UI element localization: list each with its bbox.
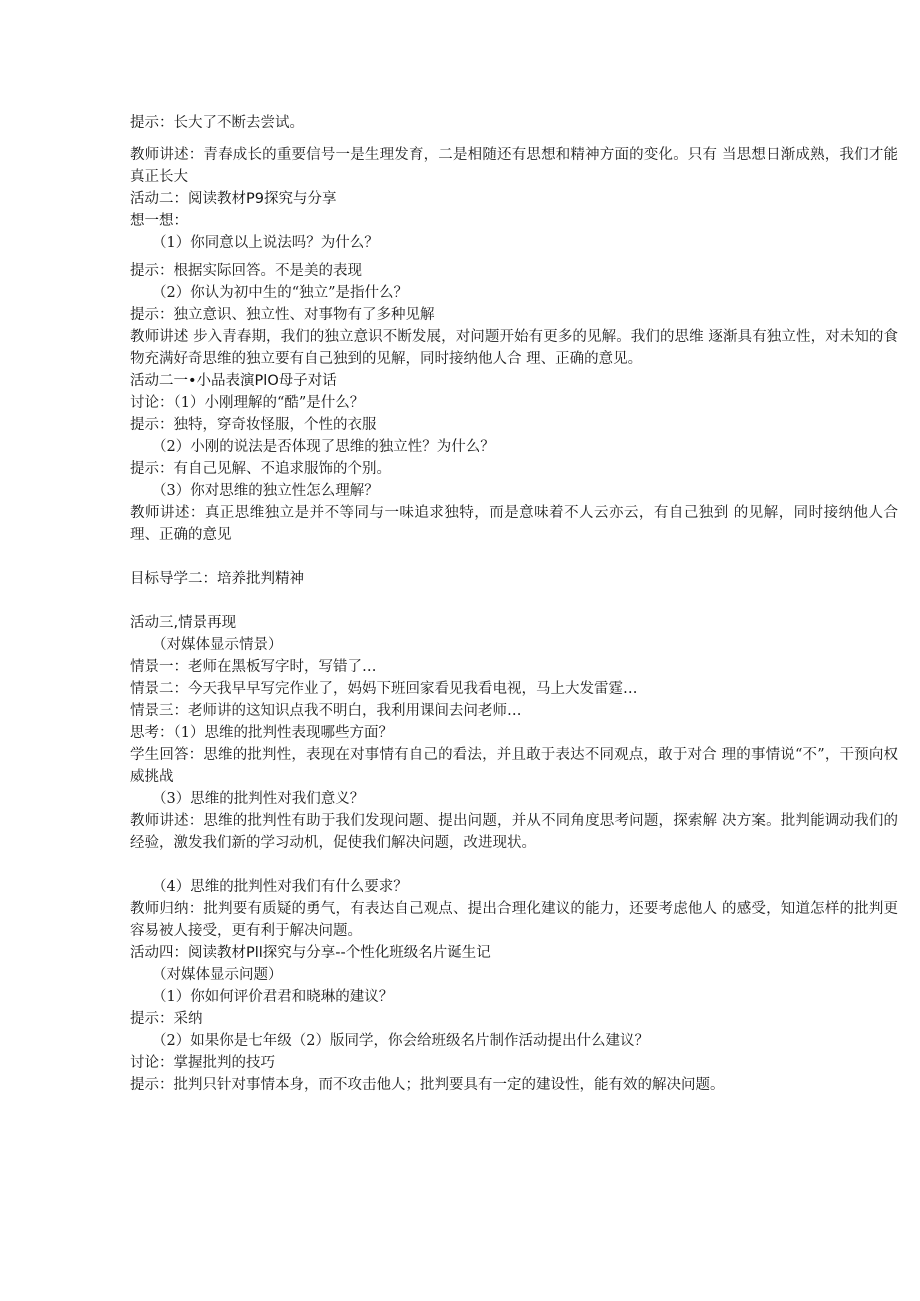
- teacher-lecture-paragraph: [130, 144, 898, 188]
- discussion-paragraph: [130, 392, 898, 414]
- discussion-label: 讨论：: [130, 1055, 174, 1071]
- lecture-text: 讲述：真正思维独立是并不等同与一味追求独特，而是意味着不人云亦云，有自己独到 的见解，同时接纳他人合理、正确的意见: [130, 505, 898, 543]
- question-3: （3）你对思维的独立性怎么理解？: [152, 483, 379, 499]
- teacher-label: 教师: [130, 901, 160, 917]
- question-2: （2）你认为初中生的“独立”是指什么？: [152, 285, 409, 301]
- hint-label: 提示：: [130, 461, 174, 477]
- lecture-text: 讲述：思维的批判性有助于我们发现问题、提出问题，并从不同角度思考问题，探索解 决方案。批判能调动我们的经验，激发我们新的学习动机，促使我们解决问题，改进现状。: [130, 813, 899, 851]
- question-4: （4）思维的批判性对我们有什么要求？: [152, 879, 408, 895]
- hint-text: 独特，穿奇妆怪服，个性的衣服: [173, 417, 377, 433]
- teacher-label: 教师: [130, 505, 160, 521]
- hint-paragraph: [130, 458, 898, 480]
- activity-three-heading: 活动三,情景再现: [130, 615, 237, 631]
- scenario-3: 情景三：老师讲的这知识点我不明白，我利用课间去问老师…: [130, 703, 522, 719]
- hint-paragraph: [130, 1008, 898, 1030]
- activity-four-heading: 活动四：阅读教材Pll探究与分享--个性化班级名片诞生记: [130, 945, 491, 961]
- hint-text: 采纳: [173, 1011, 203, 1027]
- scenario-2: 情景二：今天我早早写完作业了，妈妈下班回家看见我看电视，马上大发雷霆…: [130, 681, 638, 697]
- hint-paragraph: [130, 112, 898, 134]
- media-note: （对媒体显示情景）: [152, 637, 283, 653]
- think-paragraph: [130, 722, 898, 744]
- think-heading: 想一想：: [130, 213, 188, 229]
- discussion-text: 掌握批判的技巧: [173, 1055, 275, 1071]
- goal-two-heading: 目标导学二：培养批判精神: [130, 571, 304, 587]
- question-1: （1）你同意以上说法吗？为什么？: [152, 235, 379, 251]
- discussion-paragraph: [130, 1052, 898, 1074]
- question-3: （3）思维的批判性对我们意义？: [152, 791, 365, 807]
- question-2: （2）如果你是七年级（2）版同学，你会给班级名片制作活动提出什么建议？: [152, 1033, 649, 1049]
- teacher-summary-paragraph: [130, 898, 898, 942]
- discussion-label: 讨论：: [130, 395, 174, 411]
- hint-label: 提示：: [130, 263, 174, 279]
- teacher-label: 教师: [130, 813, 160, 829]
- hint-label: 提示：: [130, 1011, 174, 1027]
- hint-text: 批判只针对事情本身，而不攻击他人；批判要具有一定的建设性，能有效的解决问题。: [173, 1077, 725, 1093]
- teacher-label: 教师讲述: [130, 329, 189, 345]
- teacher-label: 教师: [130, 147, 160, 163]
- think-label: 思考：: [130, 725, 174, 741]
- activity-two-heading: 活动二：阅读教材P9探究与分享: [130, 191, 337, 207]
- teacher-lecture-paragraph: [130, 810, 898, 854]
- hint-text: 根据实际回答。不是美的表现: [173, 263, 362, 279]
- question-2: （2）小刚的说法是否体现了思维的独立性？为什么？: [152, 439, 495, 455]
- student-answer-paragraph: [130, 744, 898, 788]
- hint-paragraph: [130, 304, 898, 326]
- lecture-text: 步入青春期，我们的独立意识不断发展，对问题开始有更多的见解。我们的思维 逐渐具有独立性，对未知的食物充满好奇思维的独立要有自己独到的见解，同时接纳他人合 理、正确的意见。: [130, 329, 899, 367]
- hint-text: 长大了不断去尝试。: [173, 115, 304, 131]
- teacher-lecture-paragraph: [130, 326, 898, 370]
- hint-label: 提示：: [130, 115, 174, 131]
- hint-text: 有自己见解、不追求服饰的个别。: [173, 461, 391, 477]
- student-answer-text: 思维的批判性，表现在对事情有自己的看法，并且敢于表达不同观点，敢于对合 理的事情说“不”，干预向权威挑战: [130, 747, 898, 785]
- scenario-1: 情景一：老师在黑板写字时，写错了…: [130, 659, 377, 675]
- hint-paragraph: [130, 414, 898, 436]
- lecture-text: 讲述：青春成长的重要信号一是生理发育，二是相随还有思想和精神方面的变化。只有 当思想日渐成熟，我们才能真正长大: [130, 147, 899, 185]
- student-answer-label: 学生回答：: [130, 747, 204, 763]
- hint-label: 提示：: [130, 1077, 174, 1093]
- discussion-text: （1）小刚理解的“酷”是什么？: [173, 395, 365, 411]
- summary-text: 归纳：批判要有质疑的勇气，有表达自己观点、提出合理化建议的能力，还要考虑他人 的感受，知道怎样的批判更容易被人接受，更有利于解决问题。: [130, 901, 899, 939]
- question-1: （1）你如何评价君君和晓琳的建议？: [152, 989, 394, 1005]
- hint-label: 提示：: [130, 417, 174, 433]
- activity-skit-heading: 活动二一•小品表演PlO母子对话: [130, 373, 337, 389]
- hint-text: 独立意识、独立性、对事物有了多种见解: [173, 307, 435, 323]
- lesson-plan-body: [130, 112, 898, 1096]
- media-note: （对媒体显示问题）: [152, 967, 283, 983]
- hint-label: 提示：: [130, 307, 174, 323]
- hint-paragraph: [130, 260, 898, 282]
- teacher-lecture-paragraph: [130, 502, 898, 546]
- hint-paragraph: [130, 1074, 898, 1096]
- think-text: （1）思维的批判性表现哪些方面？: [173, 725, 393, 741]
